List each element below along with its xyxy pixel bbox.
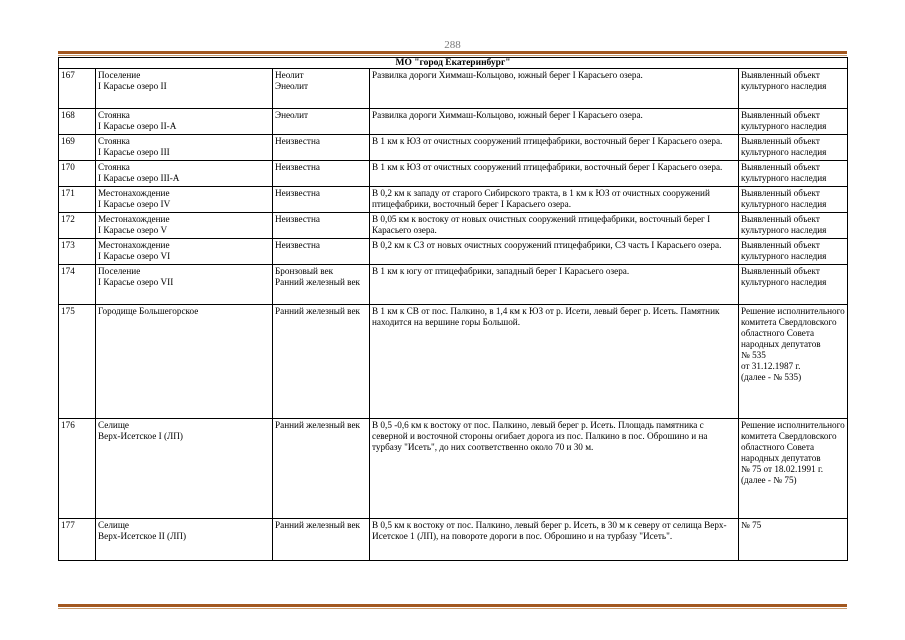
cell-location: В 0,2 км к СЗ от новых очистных сооружений птицефабрики, СЗ часть I Карасьего озера.	[370, 239, 739, 265]
cell-location: В 1 км к югу от птицефабрики, западный берег I Карасьего озера.	[370, 265, 739, 305]
cell-period: Бронзовый век Ранний железный век	[273, 265, 370, 305]
table-row	[59, 519, 848, 561]
cell-location: В 0,5 -0,6 км к востоку от пос. Палкино, левый берег р. Исеть. Площадь памятника с северной и восточной стороны огибает дорога из пос. Палкино в пос. Оброшино и на турбазу "Исеть", до них соответственно около 70 и 30 м.	[370, 419, 739, 519]
cell-number: 174	[59, 265, 96, 305]
cell-location: В 1 км к ЮЗ от очистных сооружений птицефабрики, восточный берег I Карасьего озера.	[370, 161, 739, 187]
cell-number: 175	[59, 305, 96, 419]
cell-status: Выявленный объект культурного наследия	[739, 239, 848, 265]
cell-status: № 75	[739, 519, 848, 561]
cell-status: Выявленный объект культурного наследия	[739, 135, 848, 161]
cell-name: Стоянка I Карасье озеро III-А	[96, 161, 273, 187]
cell-location: Развилка дороги Химмаш-Кольцово, южный берег I Карасьего озера.	[370, 69, 739, 109]
table-row	[59, 135, 848, 161]
cell-period: Энеолит	[273, 109, 370, 135]
cell-name: Поселение I Карасье озеро VII	[96, 265, 273, 305]
cell-name: Местонахождение I Карасье озеро V	[96, 213, 273, 239]
cell-location: В 1 км к ЮЗ от очистных сооружений птицефабрики, восточный берег I Карасьего озера.	[370, 135, 739, 161]
cell-name: Стоянка I Карасье озеро II-А	[96, 109, 273, 135]
cell-name: Селище Верх-Исетское I (ЛП)	[96, 419, 273, 519]
table-caption: МО "город Екатеринбург"	[59, 58, 848, 69]
cell-period: Неолит Энеолит	[273, 69, 370, 109]
table-row	[59, 239, 848, 265]
cell-period: Неизвестна	[273, 239, 370, 265]
cell-number: 168	[59, 109, 96, 135]
cell-period: Неизвестна	[273, 161, 370, 187]
table-row	[59, 265, 848, 305]
monuments-table	[58, 57, 848, 561]
cell-status: Решение исполнительного комитета Свердловского областного Совета народных депутатов № 75 от 18.02.1991 г. (далее - № 75)	[739, 419, 848, 519]
cell-name: Стоянка I Карасье озеро III	[96, 135, 273, 161]
cell-status: Решение исполнительного комитета Свердловского областного Совета народных депутатов № 535 от 31.12.1987 г. (далее - № 535)	[739, 305, 848, 419]
cell-period: Неизвестна	[273, 135, 370, 161]
table-row	[59, 109, 848, 135]
cell-number: 170	[59, 161, 96, 187]
bottom-rule	[58, 604, 847, 609]
table-row	[59, 187, 848, 213]
cell-name: Местонахождение I Карасье озеро VI	[96, 239, 273, 265]
cell-status: Выявленный объект культурного наследия	[739, 161, 848, 187]
table-row	[59, 419, 848, 519]
table-row	[59, 213, 848, 239]
cell-status: Выявленный объект культурного наследия	[739, 265, 848, 305]
cell-status: Выявленный объект культурного наследия	[739, 109, 848, 135]
cell-name: Селище Верх-Исетское II (ЛП)	[96, 519, 273, 561]
table-row	[59, 161, 848, 187]
cell-number: 167	[59, 69, 96, 109]
cell-name: Местонахождение I Карасье озеро IV	[96, 187, 273, 213]
cell-location: Развилка дороги Химмаш-Кольцово, южный берег I Карасьего озера.	[370, 109, 739, 135]
cell-period: Неизвестна	[273, 187, 370, 213]
table-row	[59, 305, 848, 419]
cell-status: Выявленный объект культурного наследия	[739, 187, 848, 213]
cell-number: 169	[59, 135, 96, 161]
cell-location: В 1 км к СВ от пос. Палкино, в 1,4 км к ЮЗ от р. Исети, левый берег р. Исеть. Памятник находится на вершине горы Большой.	[370, 305, 739, 419]
cell-period: Ранний железный век	[273, 305, 370, 419]
cell-period: Ранний железный век	[273, 519, 370, 561]
cell-location: В 0,2 км к западу от старого Сибирского тракта, в 1 км к ЮЗ от очистных сооружений птицефабрики, восточный берег I Карасьего озера.	[370, 187, 739, 213]
cell-location: В 0,05 км к востоку от новых очистных сооружений птицефабрики, восточный берег I Карасьего озера.	[370, 213, 739, 239]
cell-location: В 0,5 км к востоку от пос. Палкино, левый берег р. Исеть, в 30 м к северу от селища Верх-Исетское 1 (ЛП), на повороте дороги в пос. Оброшино и на турбазу "Исеть".	[370, 519, 739, 561]
table-caption-row	[59, 58, 848, 69]
cell-number: 172	[59, 213, 96, 239]
cell-status: Выявленный объект культурного наследия	[739, 213, 848, 239]
cell-name: Поселение I Карасье озеро II	[96, 69, 273, 109]
page-number: 288	[444, 39, 461, 51]
cell-number: 171	[59, 187, 96, 213]
cell-period: Ранний железный век	[273, 419, 370, 519]
cell-name: Городище Большегорское	[96, 305, 273, 419]
cell-number: 173	[59, 239, 96, 265]
table-row	[59, 69, 848, 109]
cell-number: 177	[59, 519, 96, 561]
cell-period: Неизвестна	[273, 213, 370, 239]
top-rule	[58, 51, 847, 56]
cell-status: Выявленный объект культурного наследия	[739, 69, 848, 109]
cell-number: 176	[59, 419, 96, 519]
